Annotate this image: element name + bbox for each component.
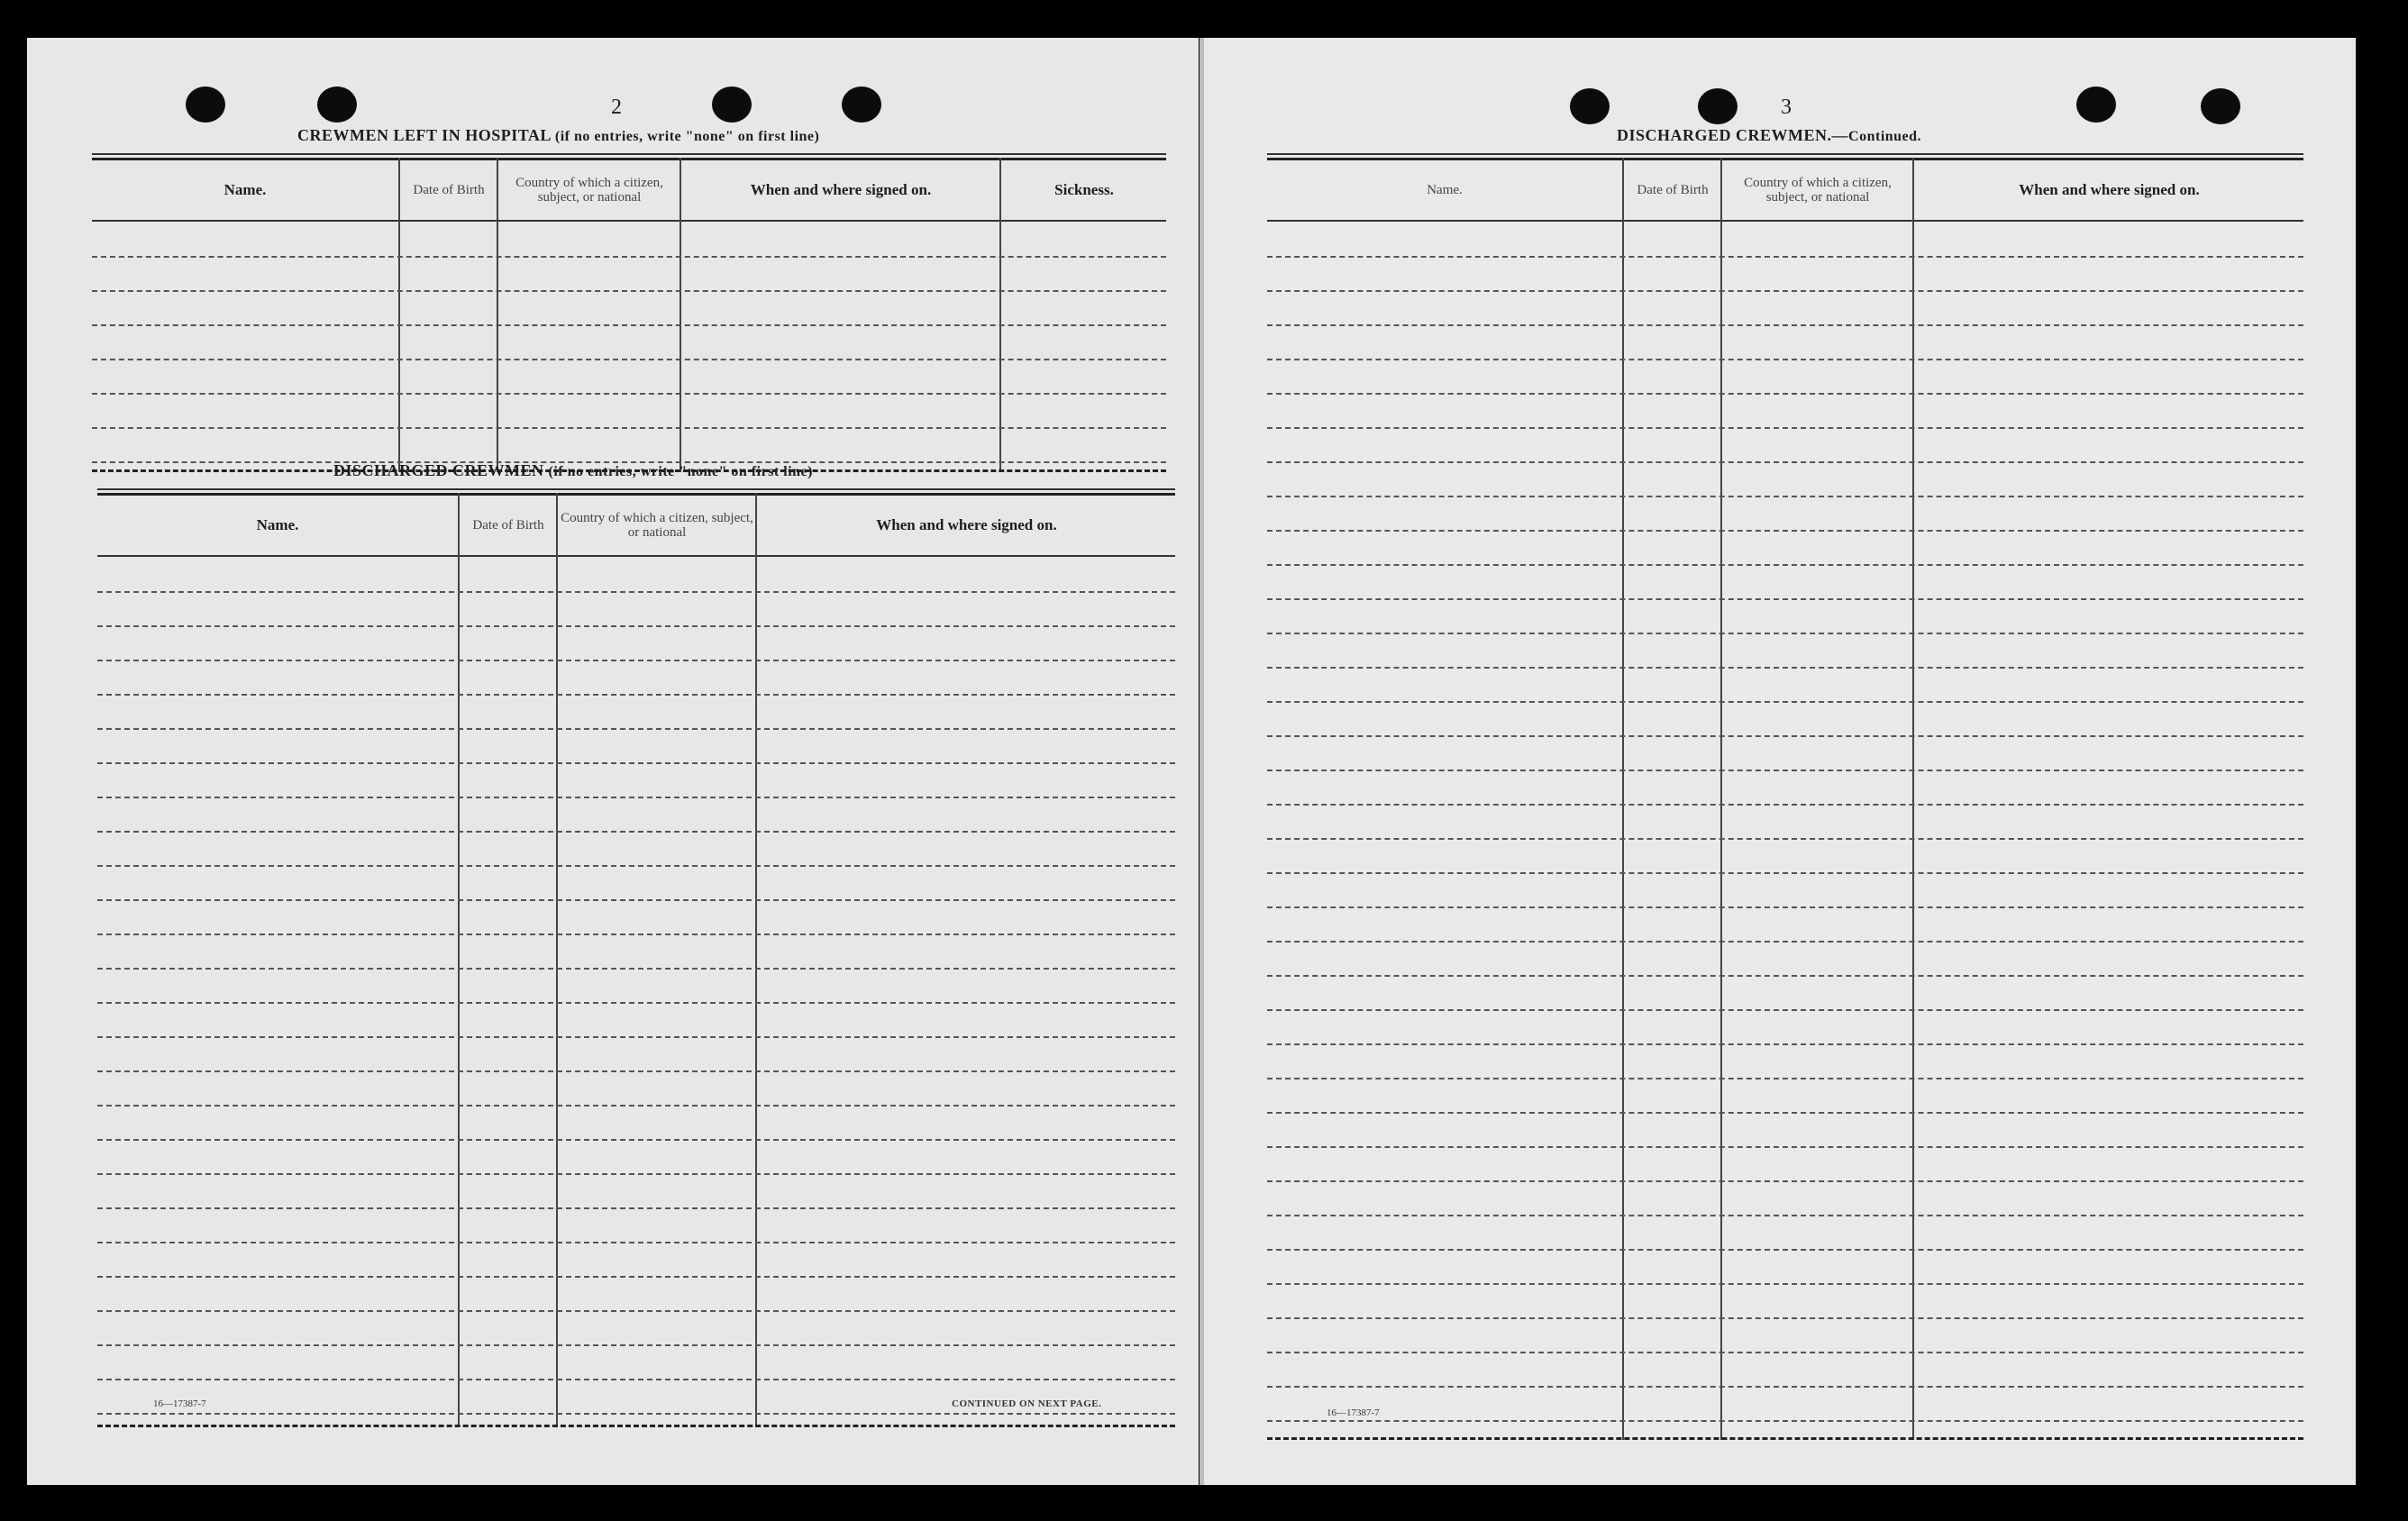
blank-entry-line	[1267, 838, 2303, 840]
column-header-sickness: Sickness.	[1054, 181, 1114, 198]
blank-entry-line	[97, 1070, 1175, 1072]
left-page	[27, 38, 1199, 1485]
blank-entry-line	[1267, 290, 2303, 292]
blank-entry-line	[1267, 804, 2303, 806]
blank-entry-line	[97, 1105, 1175, 1107]
blank-entry-line	[97, 1139, 1175, 1141]
form-number: 16—17387-7	[153, 1398, 206, 1409]
blank-entry-line	[1267, 975, 2303, 977]
blank-entry-line	[97, 1173, 1175, 1175]
blank-entry-line	[1267, 872, 2303, 874]
blank-entry-line	[97, 831, 1175, 833]
hospital-section-title	[297, 126, 819, 145]
hospital-rows	[92, 220, 1166, 472]
blank-entry-line	[1267, 1249, 2303, 1251]
column-header-signed-on: When and where signed on.	[876, 516, 1057, 533]
discharged-section-title	[333, 461, 813, 480]
blank-entry-line	[1267, 1146, 2303, 1148]
blank-entry-line	[1267, 1386, 2303, 1388]
discharged-title-text: DISCHARGED CREWMEN	[333, 461, 544, 479]
column-header-country: Country of which a citizen, subject, or national	[561, 511, 753, 540]
hospital-title-text: CREWMEN LEFT IN HOSPITAL	[297, 126, 551, 144]
continued-note: CONTINUED ON NEXT PAGE.	[952, 1398, 1102, 1409]
blank-entry-line	[1267, 1317, 2303, 1319]
blank-entry-line	[92, 256, 1166, 258]
blank-entry-line	[97, 694, 1175, 696]
column-header-name: Name.	[223, 181, 267, 198]
form-bottom-rule	[1267, 1437, 2303, 1440]
blank-entry-line	[1267, 1283, 2303, 1285]
column-header-signed-on: When and where signed on.	[750, 181, 932, 198]
page-number: 3	[1781, 96, 1792, 119]
blank-entry-line	[97, 625, 1175, 627]
blank-entry-line	[97, 968, 1175, 970]
blank-entry-line	[92, 393, 1166, 395]
blank-entry-line	[97, 660, 1175, 661]
blank-entry-line	[1267, 1078, 2303, 1079]
blank-entry-line	[1267, 667, 2303, 669]
punch-hole	[1570, 88, 1610, 124]
form-bottom-rule	[97, 1425, 1175, 1427]
blank-entry-line	[97, 1413, 1175, 1415]
punch-hole	[2076, 87, 2116, 123]
form-number: 16—17387-7	[1327, 1407, 1380, 1418]
blank-entry-line	[97, 728, 1175, 730]
blank-entry-line	[1267, 633, 2303, 634]
blank-entry-line	[1267, 496, 2303, 497]
blank-entry-line	[1267, 393, 2303, 395]
blank-entry-line	[1267, 427, 2303, 429]
blank-entry-line	[97, 1344, 1175, 1346]
blank-entry-line	[1267, 1215, 2303, 1216]
blank-entry-line	[1267, 461, 2303, 463]
blank-entry-line	[1267, 564, 2303, 566]
blank-entry-line	[92, 427, 1166, 429]
column-header-name: Name.	[1427, 183, 1463, 197]
blank-entry-line	[92, 359, 1166, 360]
blank-entry-line	[92, 290, 1166, 292]
blank-entry-line	[1267, 735, 2303, 737]
column-header-country: Country of which a citizen, subject, or national	[1744, 176, 1892, 205]
blank-entry-line	[1267, 906, 2303, 908]
blank-entry-line	[1267, 770, 2303, 771]
blank-entry-line	[92, 324, 1166, 326]
punch-hole	[2201, 88, 2240, 124]
blank-entry-line	[1267, 1112, 2303, 1114]
punch-hole	[712, 87, 752, 123]
blank-entry-line	[97, 934, 1175, 935]
discharged-title-note: Continued.	[1848, 129, 1922, 144]
blank-entry-line	[1267, 1352, 2303, 1353]
blank-entry-line	[1267, 941, 2303, 943]
blank-entry-line	[1267, 1009, 2303, 1011]
blank-entry-line	[97, 1002, 1175, 1004]
blank-entry-line	[97, 762, 1175, 764]
blank-entry-line	[97, 1310, 1175, 1312]
blank-entry-line	[1267, 701, 2303, 703]
blank-entry-line	[97, 1276, 1175, 1278]
blank-entry-line	[97, 1379, 1175, 1380]
hospital-title-note: (if no entries, write "none" on first line)	[554, 129, 820, 144]
punch-hole	[317, 87, 357, 123]
blank-entry-line	[97, 899, 1175, 901]
punch-hole	[186, 87, 225, 123]
column-header-date-of-birth: Date of Birth	[1637, 183, 1709, 197]
blank-entry-line	[1267, 1180, 2303, 1182]
blank-entry-line	[1267, 598, 2303, 600]
blank-entry-line	[1267, 530, 2303, 532]
discharged-rows-right	[1267, 220, 2303, 1440]
blank-entry-line	[97, 1036, 1175, 1038]
column-header-date-of-birth: Date of Birth	[413, 183, 485, 197]
blank-entry-line	[97, 797, 1175, 798]
discharged-table-left	[97, 488, 1175, 1427]
column-header-country: Country of which a citizen, subject, or national	[515, 176, 663, 205]
column-header-name: Name.	[256, 516, 299, 533]
discharged-title-text: DISCHARGED CREWMEN.—	[1617, 126, 1849, 144]
discharged-continued-title	[1617, 126, 1921, 145]
blank-entry-line	[1267, 1043, 2303, 1045]
right-page	[1204, 38, 2356, 1485]
discharged-table-right	[1267, 153, 2303, 1440]
punch-hole	[1698, 88, 1738, 124]
column-header-signed-on: When and where signed on.	[2019, 181, 2200, 198]
punch-hole	[842, 87, 881, 123]
page-number: 2	[611, 96, 622, 119]
blank-entry-line	[97, 1207, 1175, 1209]
hospital-table	[92, 153, 1166, 472]
blank-entry-line	[1267, 324, 2303, 326]
blank-entry-line	[97, 591, 1175, 593]
blank-entry-line	[97, 865, 1175, 867]
blank-entry-line	[97, 1242, 1175, 1243]
discharged-rows-left	[97, 555, 1175, 1427]
discharged-title-note: (if no entries, write "none" on first line)	[548, 464, 813, 479]
blank-entry-line	[1267, 1420, 2303, 1422]
column-header-date-of-birth: Date of Birth	[472, 518, 544, 533]
blank-entry-line	[1267, 359, 2303, 360]
blank-entry-line	[1267, 256, 2303, 258]
